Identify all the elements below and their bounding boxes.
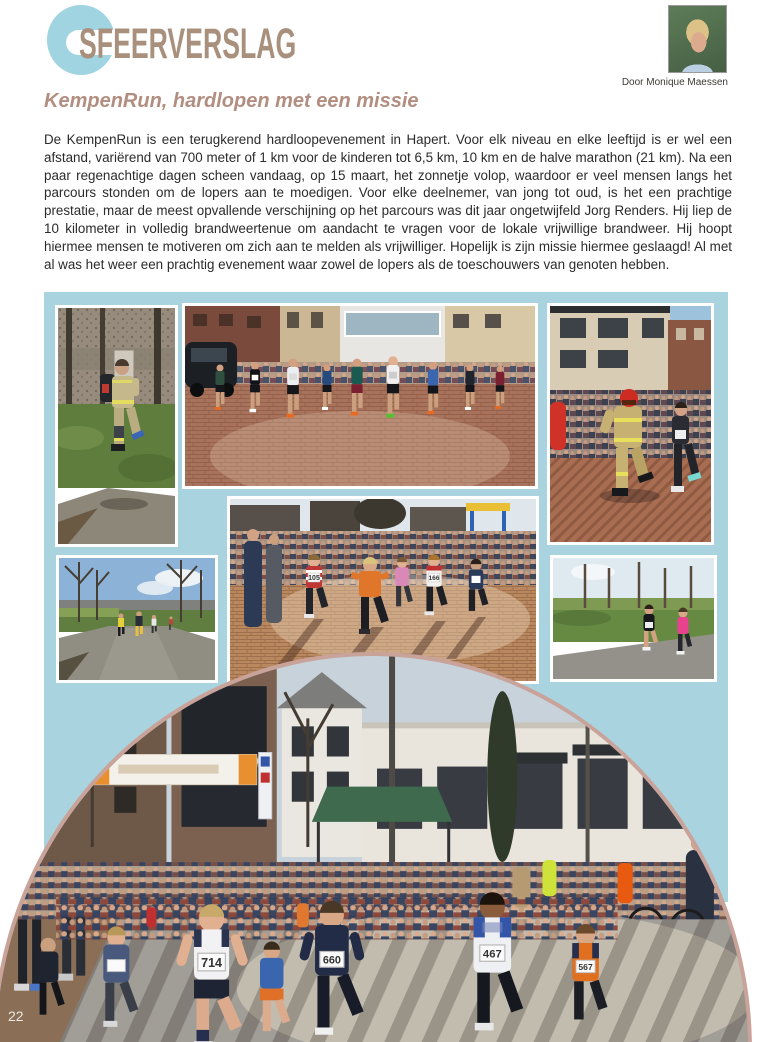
photo-path-runners: [56, 555, 218, 683]
photo-firefighter-path-art: [58, 308, 175, 544]
photo-two-runners-art: [553, 558, 714, 679]
bib-number: 714: [201, 956, 223, 971]
bib-number: 166: [428, 575, 440, 582]
photo-two-runners: [550, 555, 717, 682]
photo-firefighter-crowd: [547, 303, 714, 545]
section-title: SFEERVERSLAG: [79, 20, 297, 68]
photo-firefighter-path: [55, 305, 178, 547]
page-number: 22: [8, 1008, 24, 1024]
photo-path-runners-art: [59, 558, 215, 680]
bib-number: 567: [578, 961, 593, 972]
photo-start-group-art: [185, 306, 535, 486]
photo-firefighter-crowd-art: [550, 306, 711, 542]
author-photo: [668, 5, 727, 73]
bib-number: 660: [322, 954, 341, 967]
article-body: De KempenRun is een terugkerend hardloopevenement in Hapert. Voor elk niveau en elke leeftijd is er wel een afstand, variërend van 700 meter of 1 km voor de kinderen tot 6,5 km, 10 km en de halve marathon (21 km). Na een paar regenachtige dagen scheen vandaag, op 15 maart, het zonnetje volop, waardoor er veel mensen langs het parcours stonden om de lopers aan te moedigen. Voor elke deelnemer, van jong tot oud, is het een prachtige prestatie, maar de meest opvallende verschijning op het parcours was dit jaar ongetwijfeld Jorg Renders. Hij liep de 10 kilometer in volledig brandweertenue om aandacht te vragen voor de lokale vrijwillige brandweer. Hij hoopt hiermee mensen te motiveren om zich aan te melden als vrijwilliger. Hopelijk is zijn missie hiermee geslaagd! Al met al was het weer een prachtig evenement waar zowel de lopers als de toeschouwers van genoten hebben.: [44, 132, 732, 272]
photo-start-group: [182, 303, 538, 489]
author-caption: Door Monique Maessen: [621, 77, 728, 88]
article-title: KempenRun, hardlopen met een missie: [44, 90, 419, 112]
bib-number: 467: [482, 948, 502, 961]
bib-number: 105: [308, 575, 320, 582]
